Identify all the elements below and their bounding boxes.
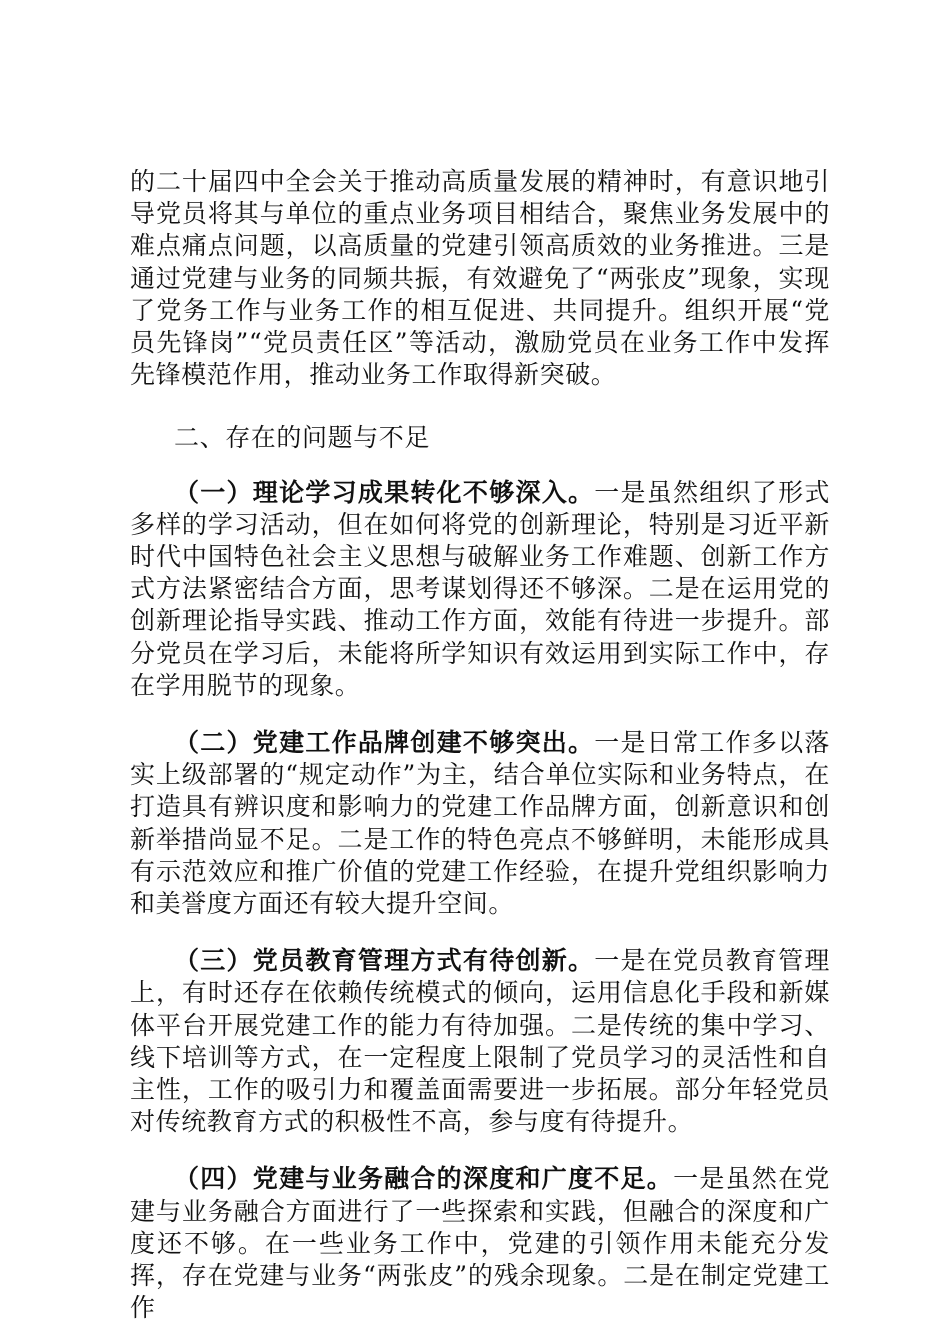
problem-item-3-title: （三）党员教育管理方式有待创新。 <box>174 946 595 976</box>
problem-item-2-body: 一是日常工作多以落实上级部署的“规定动作”为主，结合单位实际和业务特点，在打造具有辨识度和影响力的党建工作品牌方面，创新意识和创新举措尚显不足。二是工作的特色亮点不够鲜明，未能形成具有示范效应和推广价值的党建工作经验，在提升党组织影响力和美誉度方面还有较大提升空间。 <box>130 728 830 919</box>
document-body <box>130 166 830 1325</box>
problem-item-1-title: （一）理论学习成果转化不够深入。 <box>174 477 595 507</box>
problem-item-1-body: 一是虽然组织了形式多样的学习活动，但在如何将党的创新理论，特别是习近平新时代中国特色社会主义思想与破解业务工作难题、创新工作方式方法紧密结合方面，思考谋划得还不够深。二是在运用党的创新理论指导实践、推动工作方面，效能有待进一步提升。部分党员在学习后，未能将所学知识有效运用到实际工作中，存在学用脱节的现象。 <box>130 477 830 700</box>
intro-paragraph: 的二十届四中全会关于推动高质量发展的精神时，有意识地引导党员将其与单位的重点业务项目相结合，聚焦业务发展中的难点痛点问题，以高质量的党建引领高质效的业务推进。三是通过党建与业务的同频共振，有效避免了“两张皮”现象，实现了党务工作与业务工作的相互促进、共同提升。组织开展“党员先锋岗”“党员责任区”等活动，激励党员在业务工作中发挥先锋模范作用，推动业务工作取得新突破。 <box>130 167 830 390</box>
problem-item-3 <box>130 945 830 1138</box>
section-heading: 二、存在的问题与不足 <box>174 423 431 453</box>
problem-item-2-title: （二）党建工作品牌创建不够突出。 <box>174 728 595 758</box>
problem-item-4-body: 一是虽然在党建与业务融合方面进行了一些探索和实践，但融合的深度和广度还不够。在一些业务工作中，党建的引领作用未能充分发挥，存在党建与业务“两张皮”的残余现象。二是在制定党建工作 <box>130 1164 830 1323</box>
problem-item-1 <box>130 477 830 702</box>
problem-item-2 <box>130 727 830 920</box>
problem-item-3-body: 一是在党员教育管理上，有时还存在依赖传统模式的倾向，运用信息化手段和新媒体平台开展党建工作的能力有待加强。二是传统的集中学习、线下培训等方式，在一定程度上限制了党员学习的灵活性和自主性，工作的吸引力和覆盖面需要进一步拓展。部分年轻党员对传统教育方式的积极性不高，参与度有待提升。 <box>130 946 830 1137</box>
problem-item-4 <box>130 1163 830 1324</box>
problem-item-4-title: （四）党建与业务融合的深度和广度不足。 <box>174 1164 674 1194</box>
